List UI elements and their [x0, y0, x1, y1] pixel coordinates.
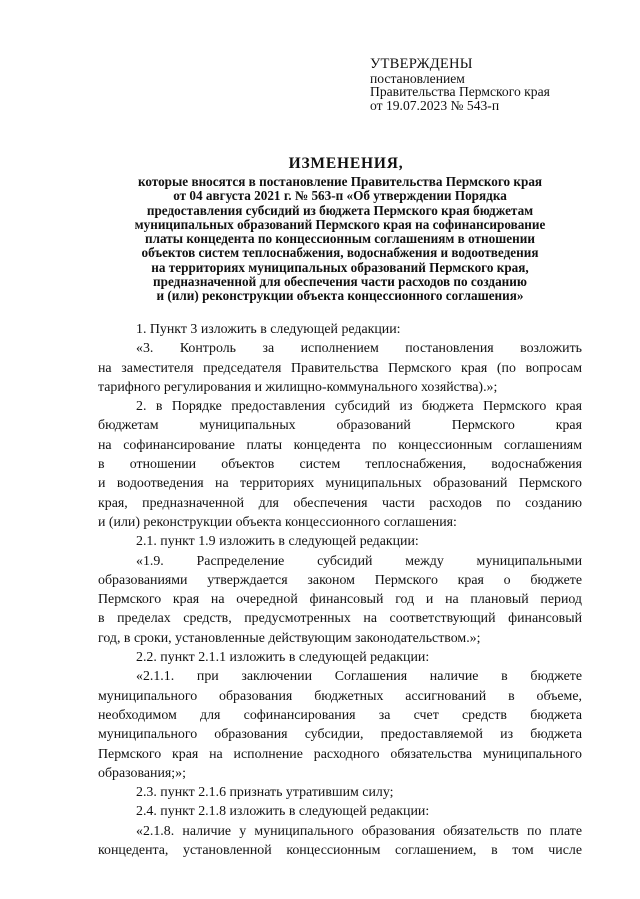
approval-stamp [370, 58, 620, 112]
text-line: «2.1.8. наличие у муниципального образования обязательств по плате [136, 823, 582, 839]
paragraph-item-2 [98, 397, 582, 532]
text-line: в пределах средств, предусмотренных на соответствующий финансовый [98, 611, 582, 627]
text-line: в отношении объектов систем теплоснабжения, водоснабжения [98, 457, 582, 473]
subtitle-line: платы концедента по концессионным соглашениям в отношении [145, 231, 535, 247]
text-line: образования;»; [98, 765, 186, 781]
approval-line-1: постановлением [370, 70, 465, 86]
paragraph-item-1 [98, 320, 582, 339]
text-line: и водоотведения на территориях муниципальных образований Пермского [98, 476, 582, 492]
text-line: Пермского края на очередной финансовый год и на плановый период [98, 592, 582, 608]
text-line: тарифного регулирования и жилищно-коммунального хозяйства).»; [98, 379, 498, 395]
text-line: «2.1.1. при заключении Соглашения наличие в бюджете [136, 669, 582, 685]
document-title: ИЗМЕНЕНИЯ, [288, 155, 404, 172]
text-line: Пермского края на исполнение расходного обязательства муниципального [98, 746, 582, 762]
text-line: 2.2. пункт 2.1.1 изложить в следующей редакции: [136, 650, 430, 666]
paragraph-item-2-1 [98, 532, 582, 551]
paragraph-item-2-3 [98, 783, 582, 802]
text-line: «3. Контроль за исполнением постановления возложить [136, 341, 582, 357]
paragraph-item-2-4 [98, 802, 582, 821]
text-line: края, предназначенной для обеспечения части расходов по созданию [98, 495, 582, 511]
text-line: 1. Пункт 3 изложить в следующей редакции: [136, 322, 401, 337]
approval-line-2: Правительства Пермского края [370, 84, 550, 100]
text-line: бюджетам муниципальных образований Пермского края [98, 418, 582, 434]
text-line: 2.4. пункт 2.1.8 изложить в следующей редакции: [136, 804, 430, 820]
text-line: и (или) реконструкции объекта концессионного соглашения: [98, 514, 457, 530]
subtitle-line: и (или) реконструкции объекта концессионного соглашения» [156, 288, 524, 304]
document-subtitle [100, 175, 580, 304]
text-line: необходимом для софинансирования за счет средств бюджета [98, 707, 582, 723]
subtitle-line: которые вносятся в постановление Правительства Пермского края [137, 174, 543, 189]
text-line: 2.1. пункт 1.9 изложить в следующей редакции: [136, 534, 419, 550]
text-line: на заместителя председателя Правительства Пермского края (по вопросам [98, 360, 582, 376]
text-line: муниципального образования бюджетных ассигнований в объеме, [98, 688, 582, 704]
text-line: концедента, установленной концессионным соглашением, в том числе [98, 843, 582, 859]
document-body [98, 320, 582, 860]
paragraph-item-2-2 [98, 648, 582, 667]
subtitle-line: от 04 августа 2021 г. № 563-п «Об утверждении Порядка [173, 188, 507, 204]
paragraph-item-2-2-text [98, 667, 582, 783]
paragraph-item-1-text [98, 339, 582, 397]
paragraph-item-2-1-text [98, 552, 582, 648]
subtitle-line: на территориях муниципальных образований Пермского края, [151, 259, 529, 275]
text-line: «1.9. Распределение субсидий между муниципальными [136, 553, 582, 569]
text-line: 2.3. пункт 2.1.6 признать утратившим силу; [136, 785, 394, 801]
approval-title: УТВЕРЖДЕНЫ [370, 56, 473, 72]
subtitle-line: предоставления субсидий из бюджета Пермского края бюджетам [146, 202, 534, 218]
text-line: год, в сроки, установленные действующим законодательством.»; [98, 630, 481, 646]
text-line: муниципального образования субсидии, предоставляемой из бюджета [98, 727, 582, 743]
approval-line-3: от 19.07.2023 № 543-п [370, 97, 500, 113]
text-line: 2. в Порядке предоставления субсидий из бюджета Пермского края [136, 399, 582, 415]
subtitle-line: объектов систем теплоснабжения, водоснабжения и водоотведения [141, 245, 539, 261]
subtitle-line: предназначенной для обеспечения части расходов по созданию [153, 274, 527, 290]
text-line: образованиями утверждается законом Пермского края о бюджете [98, 572, 582, 588]
subtitle-line: муниципальных образований Пермского края на софинансирование [134, 216, 546, 232]
text-line: на софинансирование платы концедента по концессионным соглашениям [98, 437, 582, 453]
paragraph-item-2-4-text [98, 822, 582, 861]
